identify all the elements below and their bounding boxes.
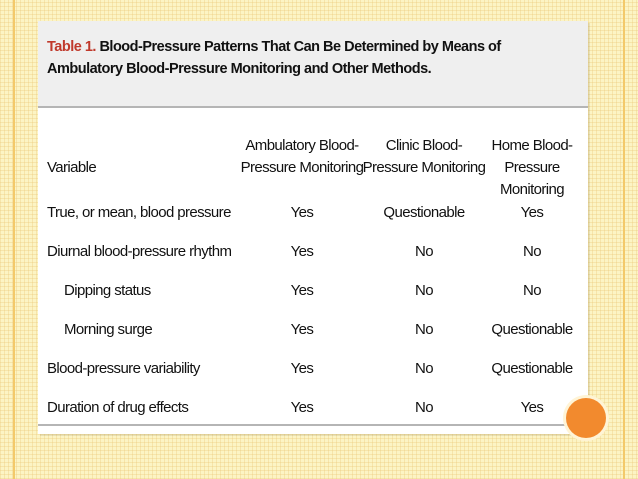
table-caption-text: Blood-Pressure Patterns That Can Be Determined by Means of Ambulatory Blood-Pressure Monitoring and Other Methods. — [47, 39, 501, 77]
row-ambulatory: Yes — [290, 282, 314, 299]
header-variable: Variable — [47, 159, 97, 176]
table-row — [38, 193, 588, 232]
decorative-circle — [566, 398, 606, 438]
row-variable: Blood-pressure variability — [47, 360, 200, 377]
table-row — [38, 271, 588, 310]
row-clinic: Questionable — [383, 204, 465, 221]
table-row — [38, 388, 588, 427]
table-number: Table 1. — [47, 39, 96, 55]
row-variable: Morning surge — [64, 321, 153, 338]
row-variable: True, or mean, blood pressure — [47, 204, 231, 221]
header-home: Home Blood-Pressure Monitoring — [491, 137, 573, 198]
table-bottom-rule — [38, 424, 588, 426]
slide-border-left — [13, 0, 15, 479]
row-home: Questionable — [491, 360, 573, 377]
table-row — [38, 232, 588, 271]
row-home: Yes — [520, 204, 544, 221]
row-clinic: No — [415, 360, 433, 377]
header-ambulatory: Ambulatory Blood-Pressure Monitoring — [240, 137, 364, 176]
row-home: Questionable — [491, 321, 573, 338]
row-clinic: No — [415, 243, 433, 260]
row-home: No — [523, 243, 541, 260]
table-row — [38, 310, 588, 349]
row-variable: Diurnal blood-pressure rhythm — [47, 243, 232, 260]
table-row — [38, 349, 588, 388]
table-header — [38, 108, 588, 198]
row-clinic: No — [415, 321, 433, 338]
row-ambulatory: Yes — [290, 243, 314, 260]
row-ambulatory: Yes — [290, 399, 314, 416]
row-ambulatory: Yes — [290, 360, 314, 377]
row-clinic: No — [415, 399, 433, 416]
row-variable: Dipping status — [64, 282, 151, 299]
row-variable: Duration of drug effects — [47, 399, 189, 416]
table-caption — [38, 21, 588, 108]
row-home: Yes — [520, 399, 544, 416]
row-home: No — [523, 282, 541, 299]
row-ambulatory: Yes — [290, 204, 314, 221]
slide-border-right — [623, 0, 625, 479]
table-card — [38, 21, 588, 434]
row-ambulatory: Yes — [290, 321, 314, 338]
row-clinic: No — [415, 282, 433, 299]
header-clinic: Clinic Blood-Pressure Monitoring — [362, 137, 486, 176]
